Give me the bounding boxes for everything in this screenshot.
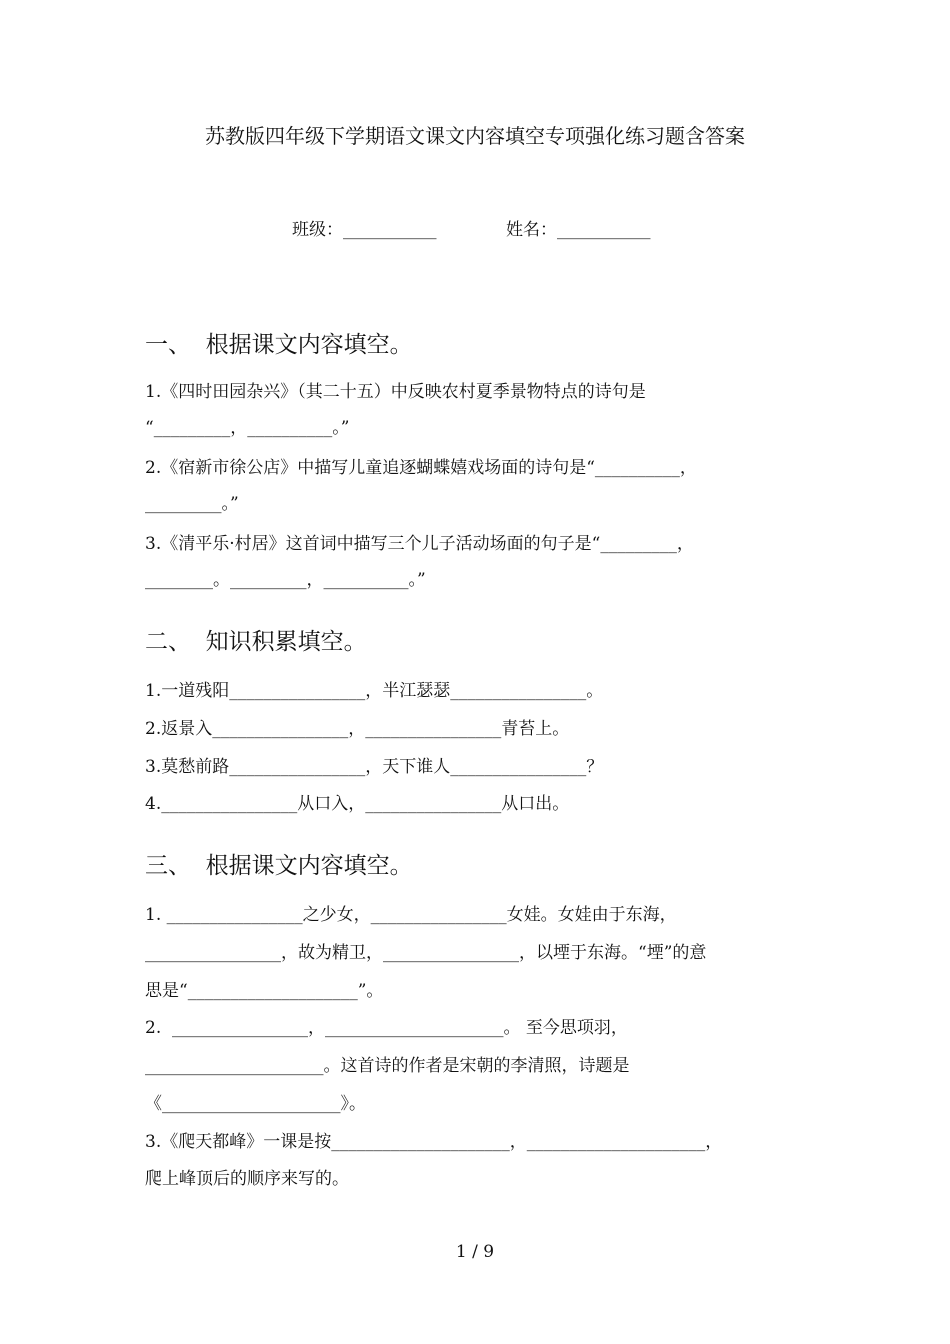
section-3-line-3: 思是“____________________”。 bbox=[145, 981, 384, 1001]
section-3-line-4: 2. ________________，_____________________。 至今思项羽， bbox=[145, 1018, 628, 1038]
section-3-line-8: 爬上峰顶后的顺序来写的。 bbox=[145, 1169, 349, 1189]
section-1-line-3: 2.《宿新市徐公店》中描写儿童追逐蝴蝶嬉戏场面的诗句是“__________， bbox=[145, 458, 697, 478]
section-1-line-5: 3.《清平乐·村居》这首词中描写三个儿子活动场面的句子是“_________， bbox=[145, 534, 694, 554]
section-2-heading: 二、 知识积累填空。 bbox=[145, 629, 367, 655]
page-title: 苏教版四年级下学期语文课文内容填空专项强化练习题含答案 bbox=[205, 124, 745, 148]
section-3-heading: 三、 根据课文内容填空。 bbox=[145, 853, 413, 879]
section-1-heading: 一、 根据课文内容填空。 bbox=[145, 332, 413, 358]
section-1-line-6: ________。_________，__________。” bbox=[145, 570, 426, 590]
section-2-line-1: 1.一道残阳________________，半江瑟瑟________________。 bbox=[145, 681, 604, 701]
page-number: 1 / 9 bbox=[455, 1242, 495, 1262]
class-field: 班级：___________ bbox=[292, 220, 437, 240]
section-2-line-3: 3.莫愁前路________________，天下谁人________________？ bbox=[145, 757, 604, 777]
section-3-line-6: 《_____________________》。 bbox=[145, 1094, 366, 1114]
section-2-line-2: 2.返景入________________，________________青苔上。 bbox=[145, 719, 570, 739]
section-1-line-4: _________。” bbox=[145, 494, 239, 514]
section-2-line-4: 4.________________从口入，________________从口出。 bbox=[145, 794, 570, 814]
section-1-line-1: 1.《四时田园杂兴》（其二十五）中反映农村夏季景物特点的诗句是 bbox=[145, 382, 646, 402]
section-3-line-1: 1. ________________之少女，________________女娃。女娃由于东海， bbox=[145, 905, 677, 925]
section-3-line-2: ________________，故为精卫，________________，以堙于东海。“堙”的意 bbox=[145, 943, 707, 963]
section-3-line-7: 3.《爬天都峰》一课是按_____________________，_____________________， bbox=[145, 1132, 723, 1152]
section-1-line-2: “_________，__________。” bbox=[145, 418, 350, 438]
name-field: 姓名：___________ bbox=[506, 220, 651, 240]
section-3-line-5: _____________________。这首诗的作者是宋朝的李清照，诗题是 bbox=[145, 1056, 630, 1076]
